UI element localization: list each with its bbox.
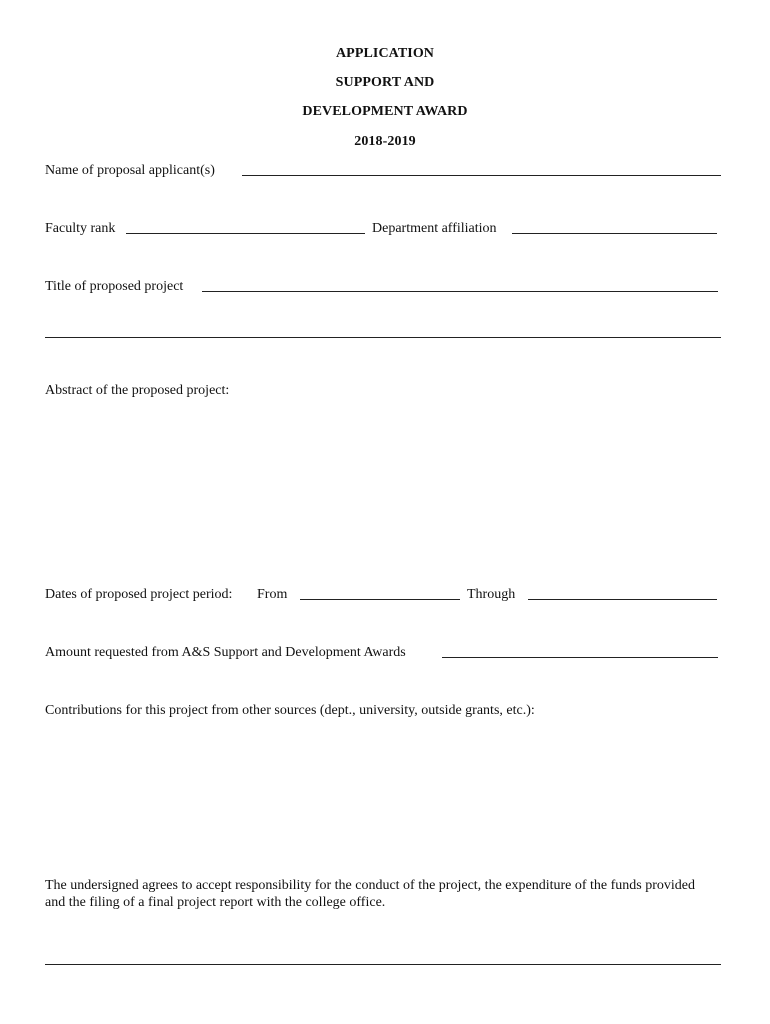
contributions-area[interactable] — [45, 728, 721, 858]
department-label: Department affiliation — [372, 221, 497, 236]
rank-label: Faculty rank — [45, 221, 116, 236]
applicant-field[interactable] — [242, 175, 721, 176]
amount-field[interactable] — [442, 657, 718, 658]
amount-label: Amount requested from A&S Support and Development Awards — [45, 645, 406, 660]
rank-field[interactable] — [126, 233, 365, 234]
through-label: Through — [467, 587, 516, 602]
project-title-field-continued[interactable] — [45, 337, 721, 338]
dates-label: Dates of proposed project period: — [45, 587, 233, 602]
from-date-field[interactable] — [300, 599, 460, 600]
abstract-label: Abstract of the proposed project: — [45, 383, 230, 398]
abstract-area[interactable] — [45, 408, 721, 568]
through-date-field[interactable] — [528, 599, 717, 600]
title-line-application: APPLICATION — [335, 46, 435, 61]
from-label: From — [257, 587, 288, 602]
title-line-support: SUPPORT AND — [335, 75, 435, 90]
title-line-year: 2018-2019 — [354, 134, 416, 149]
department-field[interactable] — [512, 233, 717, 234]
agreement-text: The undersigned agrees to accept responsibility for the conduct of the project, the expenditure of the funds provided and the filing of a final project report with the college office. — [45, 878, 696, 910]
applicant-label: Name of proposal applicant(s) — [45, 163, 215, 178]
signature-line[interactable] — [45, 964, 721, 965]
contributions-label: Contributions for this project from other sources (dept., university, outside grants, etc.): — [45, 703, 535, 718]
project-title-label: Title of proposed project — [45, 279, 184, 294]
project-title-field[interactable] — [202, 291, 718, 292]
title-line-development-award: DEVELOPMENT AWARD — [302, 104, 468, 119]
